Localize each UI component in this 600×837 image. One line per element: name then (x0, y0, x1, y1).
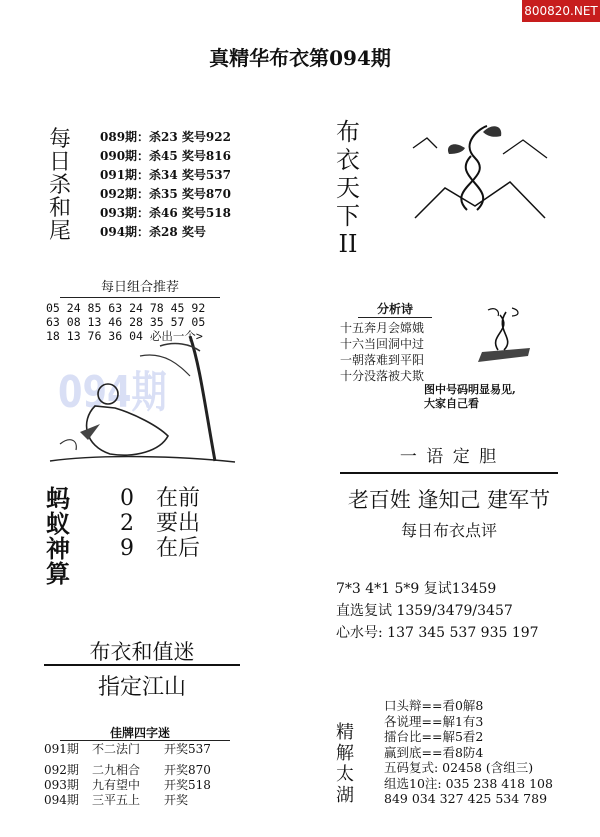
site-watermark: 800820.NET (522, 0, 600, 22)
hezhi-subtitle: 指定江山 (97, 675, 186, 700)
jiapin-period: 091期 (44, 742, 79, 756)
buyi-char: 布 (336, 118, 360, 146)
jiapin-period: 094期 (44, 793, 79, 807)
daily-row: 091期：杀34 奖号537 (100, 168, 231, 182)
jiapin-phrase: 不二法门 (92, 742, 141, 756)
jingjie-line: 849 034 327 425 534 789 (384, 791, 548, 806)
jiapin-award: 开奖518 (164, 778, 211, 792)
jiapin-award: 开奖870 (164, 763, 211, 777)
hezhi-divider (44, 664, 240, 666)
buyi-char: 天 (336, 174, 360, 202)
picks-panel (336, 578, 539, 644)
ant-row (120, 511, 200, 536)
ant-text: 要出 (156, 511, 201, 536)
analysis-title: 分析诗 (358, 300, 432, 318)
yiyu-title: 一 语 定 胆 (399, 447, 499, 467)
ant-text: 在后 (156, 536, 201, 561)
jingjie-line: 擂台比==解5看2 (384, 729, 484, 744)
jiapin-row (44, 793, 211, 808)
hezhi-title: 布衣和值迷 (89, 640, 195, 664)
daily-char: 和 (48, 196, 71, 221)
ant-num: 9 (120, 536, 134, 561)
analysis-caption (424, 383, 516, 411)
daily-char: 日 (48, 150, 71, 175)
monk-illustration (40, 336, 240, 466)
jiapin-row (44, 763, 211, 778)
jingjie-line: 口头辩==看0解8 (384, 698, 484, 713)
ant-text: 在前 (156, 486, 201, 511)
analysis-line: 十分没落被犬欺 (340, 369, 425, 383)
jiapin-award: 开奖 (164, 793, 189, 807)
yiyu-divider (340, 472, 558, 474)
jiapin-period: 092期 (44, 763, 79, 777)
analysis-caption-line: 大家自己看 (424, 397, 479, 410)
combo-row: 18 13 76 36 04 必出一个> (46, 329, 203, 343)
jingjie-line: 赢到底==看8防4 (384, 744, 484, 760)
yiyu-phrase: 老百姓 逢知己 建军节 (347, 488, 551, 512)
daily-row: 094期：杀28 奖号 (100, 225, 206, 239)
ant-row (120, 486, 200, 511)
ant-num: 0 (120, 486, 134, 511)
daily-char: 每 (48, 127, 71, 152)
picks-line: 7*3 4*1 5*9 复试13459 (336, 581, 497, 597)
ant-char: 神 (46, 534, 70, 563)
daily-row: 092期：杀35 奖号870 (100, 187, 231, 201)
jiapin-row (44, 742, 211, 757)
jingjie-list (384, 698, 590, 807)
yiyu-panel (340, 442, 558, 474)
combo-bigtext: 094期 (58, 367, 167, 418)
ant-vertical-label (44, 486, 72, 586)
buyi-char: II (338, 230, 358, 258)
daily-row: 093期：杀46 奖号518 (100, 206, 231, 220)
jiapin-divider (60, 740, 230, 741)
buyi-char: 下 (336, 202, 360, 230)
jingjie-line: 组选10注: 035 238 418 108 (384, 775, 553, 791)
ant-row (120, 536, 200, 561)
jiapin-row (44, 778, 211, 793)
daily-char: 尾 (48, 219, 71, 244)
picks-line: 心水号: 137 345 537 935 197 (336, 625, 539, 641)
plant-illustration (468, 300, 538, 370)
combo-row: 63 08 13 46 28 35 57 05 (46, 315, 206, 329)
jiapin-phrase: 三平五上 (92, 793, 141, 807)
mountain-vine-illustration (405, 118, 555, 228)
jingjie-vertical-label (334, 722, 356, 806)
analysis-line: 十五奔月会嫦娥 (340, 321, 425, 335)
jingjie-char: 精 (336, 722, 354, 743)
ant-list (120, 486, 200, 561)
jingjie-line: 各说理==解1有3 (384, 713, 484, 729)
daily-vertical-label (48, 128, 72, 243)
ant-char: 蚂 (46, 484, 70, 513)
daily-row: 090期：杀45 奖号816 (100, 149, 231, 163)
combo-row: 05 24 85 63 24 78 45 92 (46, 301, 206, 315)
picks-line: 直选复试 1359/3479/3457 (336, 603, 513, 619)
buyi-vertical-label (334, 118, 362, 258)
combo-panel (40, 276, 240, 466)
daily-list (100, 128, 231, 242)
daily-row: 089期：杀23 奖号922 (100, 130, 231, 144)
jingjie-char: 解 (336, 743, 354, 764)
buyi-char: 衣 (336, 146, 360, 174)
analysis-line: 十六当回洞中过 (340, 337, 425, 351)
jiapin-title: 佳牌四字迷 (109, 726, 170, 740)
daily-char: 杀 (48, 173, 71, 198)
analysis-caption-line: 图中号码明显易见, (424, 383, 516, 396)
yiyu-subtitle: 每日布衣点评 (400, 521, 497, 540)
combo-title: 每日组合推荐 (60, 276, 220, 298)
page-title: 真精华布衣第094期 (209, 46, 391, 70)
ant-num: 2 (120, 511, 134, 536)
jingjie-char: 太 (336, 764, 354, 785)
analysis-panel (340, 300, 450, 384)
jiapin-phrase: 二九相合 (92, 763, 141, 777)
jiapin-list (44, 742, 211, 808)
ant-char: 蚁 (46, 509, 70, 538)
jiapin-phrase: 九有望中 (92, 778, 141, 792)
jingjie-char: 湖 (336, 785, 354, 806)
jiapin-award: 开奖537 (164, 742, 211, 756)
jiapin-period: 093期 (44, 778, 79, 792)
analysis-lines (340, 320, 450, 384)
jingjie-line: 五码复式: 02458 (含组三) (384, 760, 534, 775)
ant-char: 算 (46, 559, 70, 588)
analysis-line: 一朝落难到平阳 (340, 353, 425, 367)
